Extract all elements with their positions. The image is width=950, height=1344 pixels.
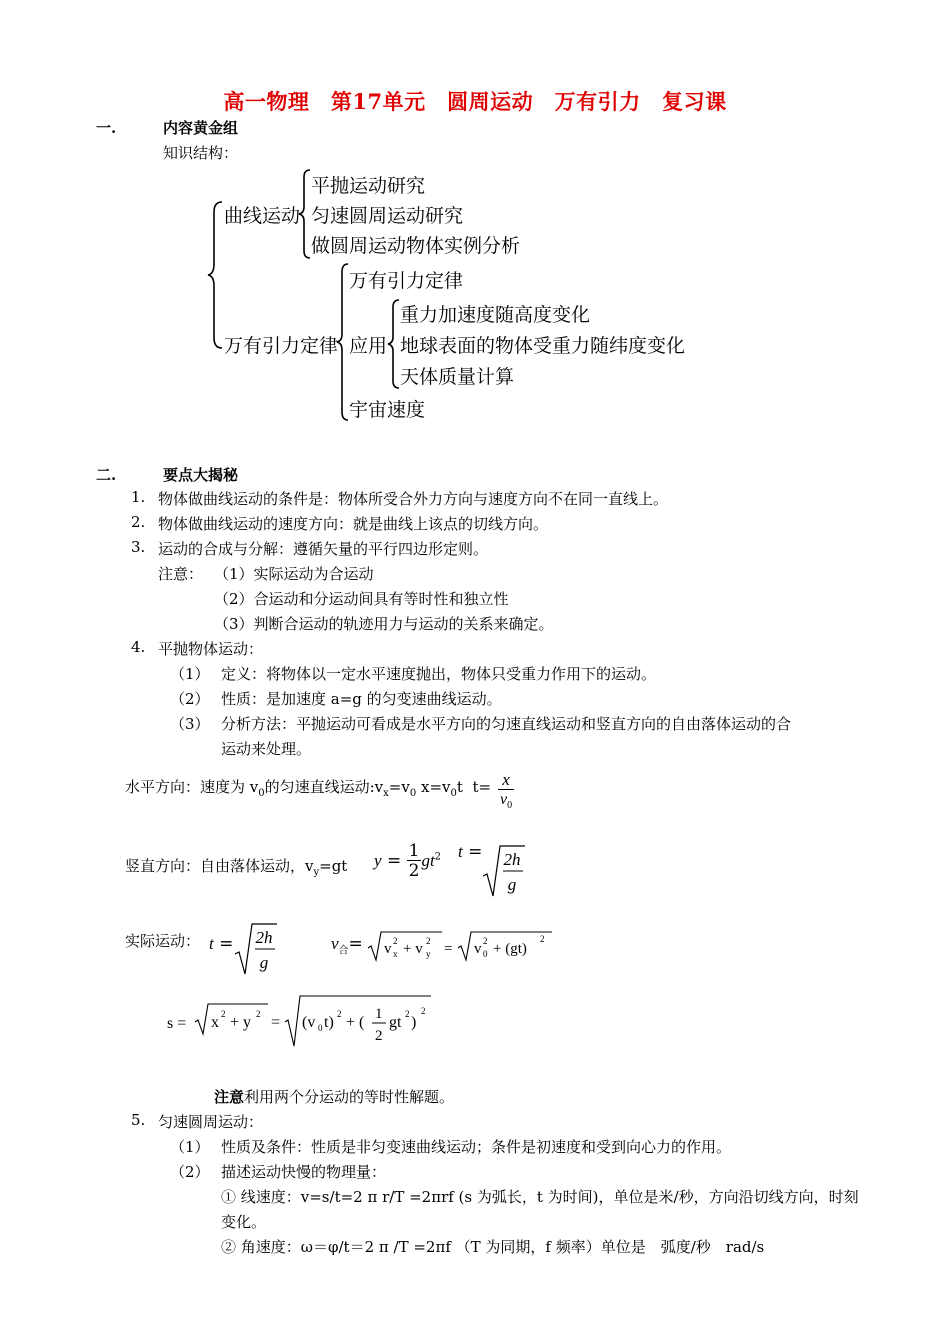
notes-label: 注意： [158, 565, 204, 583]
section1-heading: 内容黄金组 [163, 119, 239, 137]
svg-text:=: = [444, 941, 453, 957]
svg-text:2h: 2h [503, 850, 521, 869]
point-number: 1. [131, 488, 146, 506]
svg-text:g: g [259, 953, 269, 972]
svg-text:2: 2 [337, 1009, 342, 1019]
formula-vertical: 竖直方向：自由落体运动，$v_y=gt$ [125, 857, 348, 878]
fraction-x-over-v0: $\frac{x}{v_0}$ [500, 770, 513, 812]
tree-cosmic-speed: 宇宙速度 [349, 399, 426, 421]
formula-v-magnitude [366, 926, 556, 966]
subpoint-text: 描述运动快慢的物理量： [221, 1163, 387, 1181]
svg-text:v: v [384, 941, 392, 957]
outer-brace [206, 200, 226, 350]
subpoint-number: （1） [170, 1138, 210, 1156]
svg-text:s =: s = [167, 1015, 187, 1032]
note2: 注意利用两个分运动的等时性解题。 [214, 1088, 455, 1106]
svg-text:gt: gt [389, 1014, 402, 1031]
subpoint-text: 性质：是加速度 a=g 的匀变速曲线运动。 [221, 690, 502, 708]
svg-text:2: 2 [421, 1006, 426, 1016]
svg-text:2: 2 [483, 936, 488, 946]
linear-speed-cont: 变化。 [221, 1213, 267, 1231]
svg-text:2: 2 [221, 1009, 226, 1019]
tree-application: 应用 [349, 335, 388, 357]
svg-text:+ (: + ( [346, 1014, 365, 1031]
svg-text:): ) [411, 1014, 417, 1031]
formula-actual-label: 实际运动： [125, 932, 201, 950]
formula-v-he: $v_合=$ [331, 934, 363, 957]
point-number: 3. [131, 538, 146, 556]
point5-title: 匀速圆周运动： [158, 1113, 264, 1131]
svg-text:+ (gt): + (gt) [493, 941, 527, 957]
sqrt-2h-over-g [481, 842, 525, 900]
svg-text:y: y [426, 949, 431, 959]
point4-title: 平抛物体运动： [158, 640, 264, 658]
svg-text:0: 0 [318, 1023, 323, 1033]
svg-text:v: v [474, 941, 482, 957]
subpoint-number: （1） [170, 665, 210, 683]
svg-text:t): t) [324, 1014, 334, 1031]
svg-text:2: 2 [375, 1028, 383, 1044]
note-item: （3）判断合运动的轨迹用力与运动的关系来确定。 [214, 615, 554, 633]
formula-y-equation: y = $\frac{1}{2}$ $gt^2$ [374, 841, 442, 881]
subpoint-text: 分析方法：平抛运动可看成是水平方向的匀速直线运动和竖直方向的自由落体运动的合 [221, 715, 792, 733]
sqrt-2h-over-g-actual [233, 920, 277, 978]
tree-gravitation: 万有引力定律 [224, 335, 339, 357]
formula-horizontal: 水平方向：速度为 $v_0$的匀速直线运动$:v_x=v_0$ $x=v_0t$ t= [125, 778, 492, 799]
note-item: （2）合运动和分运动间具有等时性和独立性 [214, 590, 509, 608]
tree-grav-law: 万有引力定律 [349, 270, 464, 292]
svg-text:=: = [271, 1014, 281, 1031]
svg-text:2: 2 [393, 936, 398, 946]
linear-speed: ① 线速度：v=s/t=2 π r/T =2πrf (s 为弧长，t 为时间)，单位是米/秒，方向沿切线方向，时刻 [221, 1188, 859, 1206]
svg-text:+ v: + v [403, 941, 423, 957]
tree-app-item: 重力加速度随高度变化 [400, 304, 591, 326]
section1-number: 一. [96, 119, 117, 137]
svg-text:2: 2 [405, 1009, 410, 1019]
point-number: 2. [131, 513, 146, 531]
tree-app-item: 地球表面的物体受重力随纬度变化 [400, 335, 686, 357]
point-text: 物体做曲线运动的速度方向：就是曲线上该点的切线方向。 [158, 515, 549, 533]
svg-text:2: 2 [540, 934, 545, 944]
point-text: 运动的合成与分解：遵循矢量的平行四边形定则。 [158, 540, 489, 558]
svg-text:+ y: + y [230, 1014, 252, 1031]
point-number: 5. [131, 1111, 146, 1129]
formula-displacement [165, 990, 445, 1050]
section2-heading: 要点大揭秘 [163, 466, 239, 484]
svg-text:g: g [507, 875, 517, 894]
svg-text:x: x [211, 1014, 219, 1031]
svg-text:1: 1 [375, 1006, 383, 1022]
subpoint-text: 性质及条件：性质是非匀变速曲线运动；条件是初速度和受到向心力的作用。 [221, 1138, 732, 1156]
point-number: 4. [131, 638, 146, 656]
point-text: 物体做曲线运动的条件是：物体所受合外力方向与速度方向不在同一直线上。 [158, 490, 669, 508]
subpoint-text-cont: 运动来处理。 [221, 740, 312, 758]
tree-app-item: 天体质量计算 [400, 366, 515, 388]
tree-curve-motion: 曲线运动 [224, 205, 301, 227]
svg-text:2: 2 [256, 1009, 261, 1019]
section1-subheading: 知识结构： [163, 144, 239, 162]
svg-text:2: 2 [426, 936, 431, 946]
formula-actual-t: t = [209, 934, 234, 954]
note-item: （1）实际运动为合运动 [214, 565, 374, 583]
subpoint-number: （3） [170, 715, 210, 733]
formula-t-equation: t = [458, 842, 483, 862]
section2-number: 二. [96, 466, 117, 484]
angular-speed: ② 角速度：ω＝φ/t＝2 π /T =2πf （T 为同期，f 频率）单位是 弧度/秒 rad/s [221, 1238, 765, 1256]
svg-text:x: x [393, 949, 398, 959]
svg-text:(v: (v [302, 1014, 316, 1031]
tree-curve-item: 平抛运动研究 [311, 175, 426, 197]
svg-text:0: 0 [483, 949, 488, 959]
tree-curve-item: 做圆周运动物体实例分析 [311, 235, 521, 257]
subpoint-text: 定义：将物体以一定水平速度抛出，物体只受重力作用下的运动。 [221, 665, 657, 683]
subpoint-number: （2） [170, 690, 210, 708]
page-title: 高一物理 第17单元 圆周运动 万有引力 复习课 [223, 89, 727, 114]
tree-curve-item: 匀速圆周运动研究 [311, 205, 464, 227]
svg-text:2h: 2h [255, 928, 273, 947]
subpoint-number: （2） [170, 1163, 210, 1181]
